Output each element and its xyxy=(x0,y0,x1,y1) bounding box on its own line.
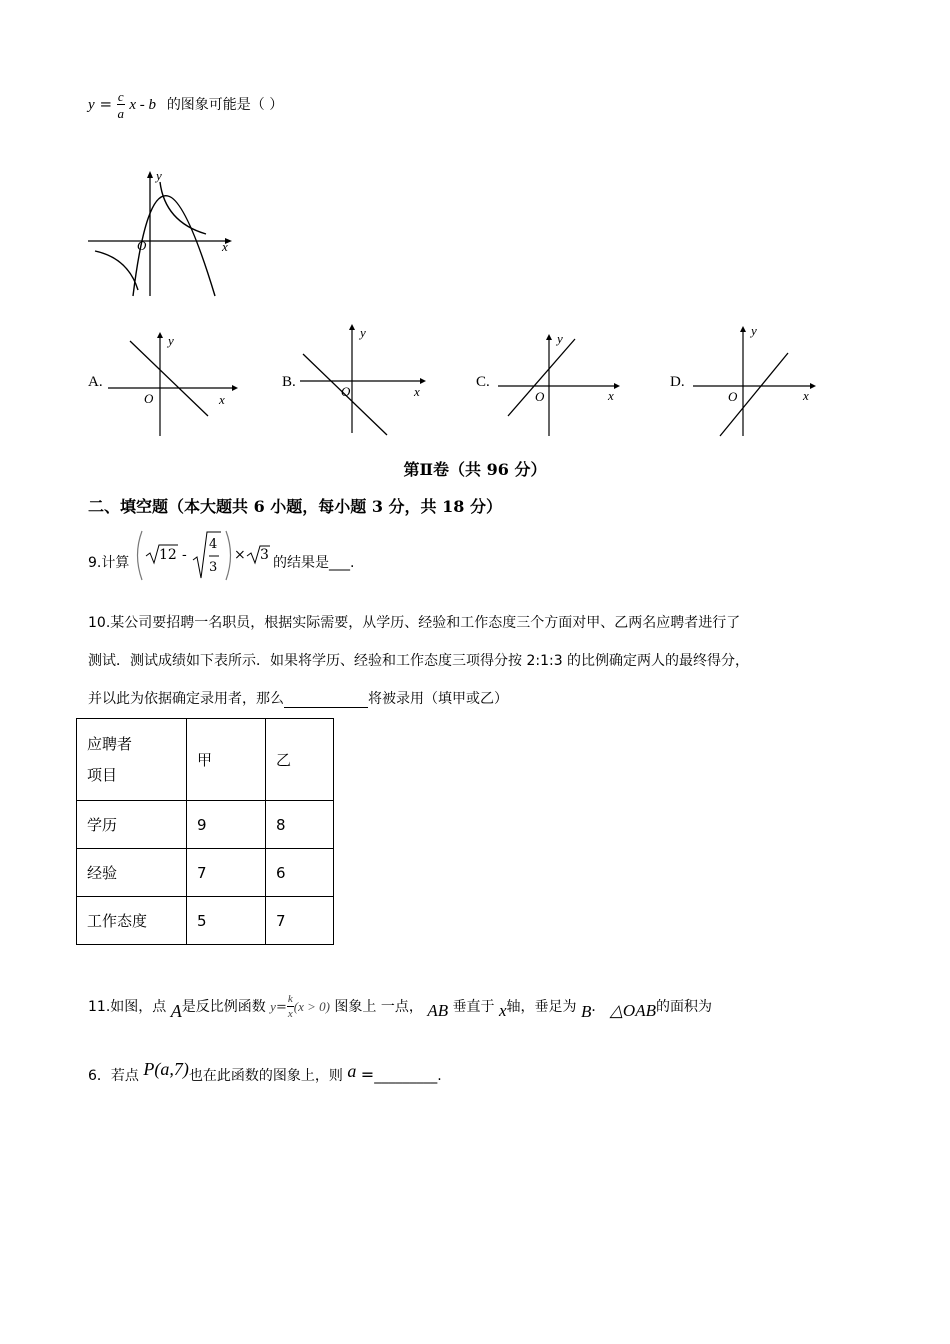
option-a-o: O xyxy=(144,391,154,406)
option-c-label[interactable]: C. xyxy=(476,374,490,390)
q11-t1: 11.如图，点 xyxy=(88,999,167,1015)
q11-t4: 垂直于 xyxy=(452,999,495,1015)
q11-l2a: 6．若点 xyxy=(88,1068,139,1084)
q11-point-p-args: (a,7) xyxy=(154,1059,189,1079)
q10-line2: 测试．测试成绩如下表所示．如果将学历、经验和工作态度三项得分按 2:1:3 的比例确定两人的最终得分， xyxy=(88,653,750,669)
q11-ab: AB xyxy=(427,1001,449,1020)
row-yi: 7 xyxy=(266,897,334,945)
header-col-jia: 甲 xyxy=(187,719,266,801)
q8-eq-c: c xyxy=(117,89,124,104)
option-c-o: O xyxy=(535,389,545,404)
q11-t2: 是反比例函数 xyxy=(181,999,266,1015)
row-yi: 6 xyxy=(266,849,334,897)
q9-minus: - xyxy=(182,547,187,563)
q11-b: B xyxy=(581,1002,592,1021)
q9-left-paren xyxy=(138,531,143,580)
q9-times: × xyxy=(234,547,246,563)
part-title: 二、填空题（本大题共 6 小题，每小题 3 分，共 18 分） xyxy=(88,497,502,516)
q11-t6: ． xyxy=(591,999,606,1015)
q11-t5: 轴，垂足为 xyxy=(506,999,577,1015)
q9-expression xyxy=(0,0,950,600)
option-d-y: y xyxy=(751,323,757,338)
q11-t3: 图象上 一点， xyxy=(334,999,423,1015)
q11-line1 xyxy=(88,994,712,1020)
q10-answer-blank[interactable] xyxy=(284,691,368,708)
q11-x: x xyxy=(499,1001,507,1020)
option-a-label[interactable]: A. xyxy=(88,374,103,390)
q9-frac-num: 4 xyxy=(209,537,218,552)
option-b-o: O xyxy=(341,384,351,399)
table-header-row xyxy=(77,719,334,801)
row-item: 学历 xyxy=(77,801,187,849)
q9-frac-den: 3 xyxy=(209,560,218,575)
fig-origin-label: O xyxy=(137,238,147,253)
table-row xyxy=(77,849,334,897)
q11-period: . xyxy=(437,1068,442,1084)
q10-line3-a: 并以此为依据确定录用者，那么 xyxy=(88,691,284,707)
header-item: 项目 xyxy=(87,765,118,784)
option-a-x: x xyxy=(219,392,225,407)
row-item: 工作态度 xyxy=(77,897,187,945)
q11-func-eq: = xyxy=(275,1000,287,1015)
q10-score-table xyxy=(76,718,334,945)
q11-equals: = xyxy=(360,1065,375,1084)
q11-func-y: y xyxy=(270,999,276,1014)
option-c-y: y xyxy=(557,331,563,346)
q8-eq-y: y xyxy=(88,97,95,113)
q9-sqrt12-value: 12 xyxy=(159,547,177,563)
row-yi: 8 xyxy=(266,801,334,849)
header-applicant: 应聘者 xyxy=(87,734,133,753)
q10-line3-b: 将被录用（填甲或乙） xyxy=(368,691,508,707)
table-header-corner xyxy=(77,719,187,801)
option-c-x: x xyxy=(608,388,614,403)
header-col-yi: 乙 xyxy=(266,719,334,801)
q8-eq-equals: = xyxy=(99,95,113,113)
row-item: 经验 xyxy=(77,849,187,897)
q11-line2 xyxy=(88,1059,442,1085)
fig-y-label: y xyxy=(156,168,162,183)
q11-t7: 的面积为 xyxy=(655,999,712,1015)
option-d-label[interactable]: D. xyxy=(670,374,685,390)
q11-func-k: k xyxy=(287,993,293,1005)
volume-title: 第Ⅱ卷（共 96 分） xyxy=(403,460,547,479)
q11-func-x: x xyxy=(287,1008,293,1020)
q10-line1: 10.某公司要招聘一名职员，根据实际需要，从学历、经验和工作态度三个方面对甲、乙两名应聘者进行了 xyxy=(88,615,741,631)
option-d-o: O xyxy=(728,389,738,404)
row-jia: 5 xyxy=(187,897,266,945)
q11-func-cond: (x > 0) xyxy=(293,999,330,1014)
option-b-label[interactable]: B. xyxy=(282,374,296,390)
q11-answer-blank[interactable]: _________ xyxy=(374,1068,438,1084)
table-row xyxy=(77,897,334,945)
q9-suffix: 的结果是___. xyxy=(273,555,355,571)
q11-var-a: a xyxy=(347,1061,357,1081)
q11-func-frac xyxy=(287,994,294,1020)
q9-prefix: 9.计算 xyxy=(88,555,130,571)
q9-sqrt3-value: 3 xyxy=(260,547,269,563)
option-b-y: y xyxy=(360,325,366,340)
option-b-x: x xyxy=(414,384,420,399)
q11-oab: △OAB xyxy=(609,1001,656,1020)
q11-point-a: A xyxy=(170,1001,182,1021)
q9-right-paren xyxy=(226,531,231,580)
row-jia: 9 xyxy=(187,801,266,849)
q11-l2b: 也在此函数的图象上，则 xyxy=(188,1068,343,1084)
q11-point-p: P xyxy=(143,1059,155,1079)
option-d-x: x xyxy=(803,388,809,403)
q8-stem-text: 的图象可能是（ ） xyxy=(166,97,284,113)
table-row xyxy=(77,801,334,849)
fig-x-label: x xyxy=(222,239,228,254)
option-a-y: y xyxy=(168,333,174,348)
row-jia: 7 xyxy=(187,849,266,897)
q8-eq-rest: x - b xyxy=(129,97,157,113)
q8-eq-a: a xyxy=(117,106,124,121)
q10-line3 xyxy=(88,688,508,708)
